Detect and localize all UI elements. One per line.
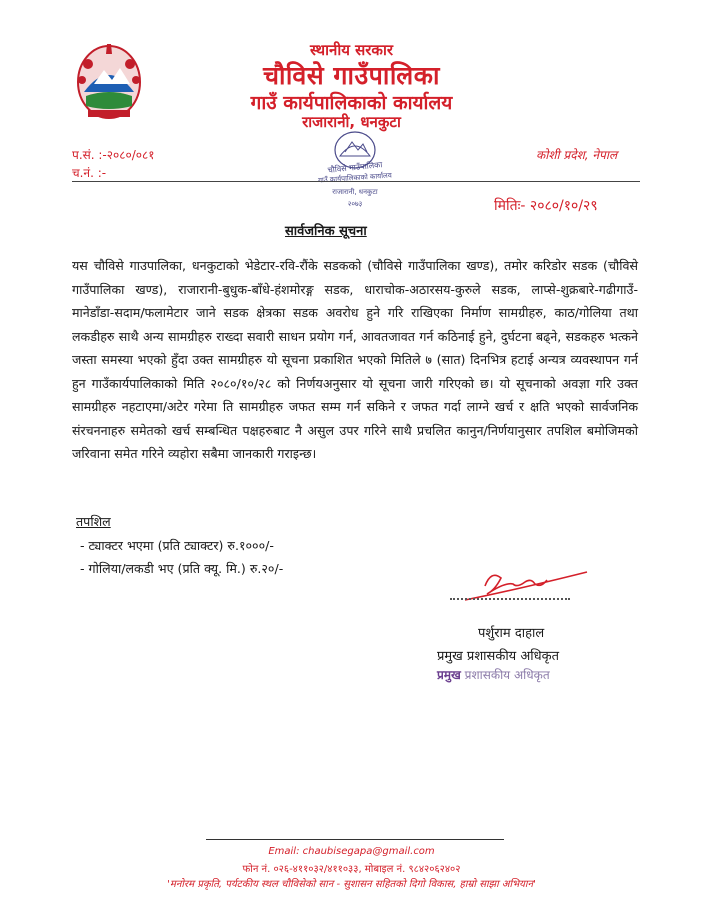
footer-email: Email: chaubisegapa@gmail.com bbox=[268, 846, 435, 857]
reference-number: प.सं. :-२०८०/०८१ bbox=[72, 148, 155, 162]
province-name: कोशी प्रदेश, नेपाल bbox=[536, 148, 618, 162]
office-seal bbox=[300, 126, 410, 216]
dispatch-number: च.नं. :- bbox=[72, 166, 107, 180]
signatory-name: पर्शुराम दाहाल bbox=[478, 626, 545, 641]
stamp-rest-text: प्रशासकीय अधिकृत bbox=[460, 668, 550, 682]
signatory-title: प्रमुख प्रशासकीय अधिकृत bbox=[437, 649, 560, 664]
notice-body: यस चौविसे गाउपालिका, धनकुटाको भेडेटार-रवि-रौंके सडकको (चौविसे गाउँपालिका खण्ड), तमोर करिडोर सडक (चौविसे गाउँपालिका खण्ड), राजारानी-बुधुक-बाँधे-हंशमोरङ्ग सडक, धाराचोक-अठारसय-कुरुले सडक, लाप्से-शुक्रबारे-गढीगाउँ-मानेडाँडा-सदाम/फलामेटार जाने सडक क्षेत्रका सडक अवरोध हुने गरि राखिएका निर्माण सामग्रीहरु, काठ/गोलिया तथा लकडीहरु साथै अन्य सामग्रीहरु राख्दा सवारी साधन प्रयोग गर्न, आवतजावत गर्न कठिनाई हुने, दुर्घटना बढ्ने, सडकहरु भत्कने जस्ता समस्या भएको हुँदा उक्त सामग्रीहरु यो सूचना प्रकाशित भएको मितिले ७ (सात) दिनभित्र हटाई अन्यत्र व्यवस्थापन गर्न हुन गाउँकार्यपालिकाको मिति २०८०/१०/२८ को निर्णयअनुसार यो सूचना जारी गरिएको छ। यो सूचनाको अवज्ञा गरि उक्त सामग्रीहरु नहटाएमा/अटेर गरेमा ति सामग्रीहरु जफत सम्म गर्न सकिने र जफत गर्दा लाग्ने खर्च र क्षति भएको सार्वजनिक संरचननाहरु समेतको खर्च सम्बन्धित पक्षहरुबाट नै असुल उपर गरिने साथै प्रचलित कानुन/निर्णयानुसार तपशिल बमोजिमको जरिवाना समेत गरिने व्यहोरा सबैमा जानकारी गराइन्छ। bbox=[72, 258, 638, 461]
designation-stamp bbox=[437, 666, 550, 683]
seal-line1: चौविसे गाउँपालिका bbox=[327, 160, 383, 175]
schedule-heading: तपशिल bbox=[76, 514, 111, 529]
header-divider bbox=[72, 181, 640, 182]
schedule-item: - ट्याक्टर भएमा (प्रति ट्याक्टर) रु.१०००/- bbox=[80, 538, 274, 553]
document-date: मितिः- २०८०/१०/२९ bbox=[494, 198, 598, 214]
notice-title: सार्वजनिक सूचना bbox=[285, 224, 367, 239]
header-office-name: गाउँ कार्यपालिकाको कार्यालय bbox=[250, 92, 453, 114]
footer-phone: फोन नं. ०२६-४११०३२/४११०३३, मोबाइल नं. ९८४२०६२४०२ bbox=[242, 864, 461, 875]
stamp-bold-text: प्रमुख bbox=[437, 668, 461, 682]
schedule-item: - गोलिया/लकडी भए (प्रति क्यू. मि.) रु.२०/- bbox=[80, 561, 284, 576]
footer-divider bbox=[206, 839, 504, 840]
header-local-government: स्थानीय सरकार bbox=[310, 41, 393, 59]
signature-line bbox=[450, 598, 570, 600]
seal-line3: राजारानी, धनकुटा bbox=[332, 188, 378, 196]
header-municipality-name: चौविसे गाउँपालिका bbox=[263, 61, 440, 90]
header-address: राजारानी, धनकुटा bbox=[302, 113, 401, 131]
footer-motto: 'मनोरम प्रकृति, पर्यटकीय स्थल चौविसेको सान - सुशासन सहितको दिगो विकास, हाम्रो साझा अभियान' bbox=[167, 879, 536, 890]
seal-line2: गाउँ कार्यपालिकाको कार्यालय bbox=[317, 171, 393, 185]
seal-line4: २०७३ bbox=[347, 200, 363, 208]
